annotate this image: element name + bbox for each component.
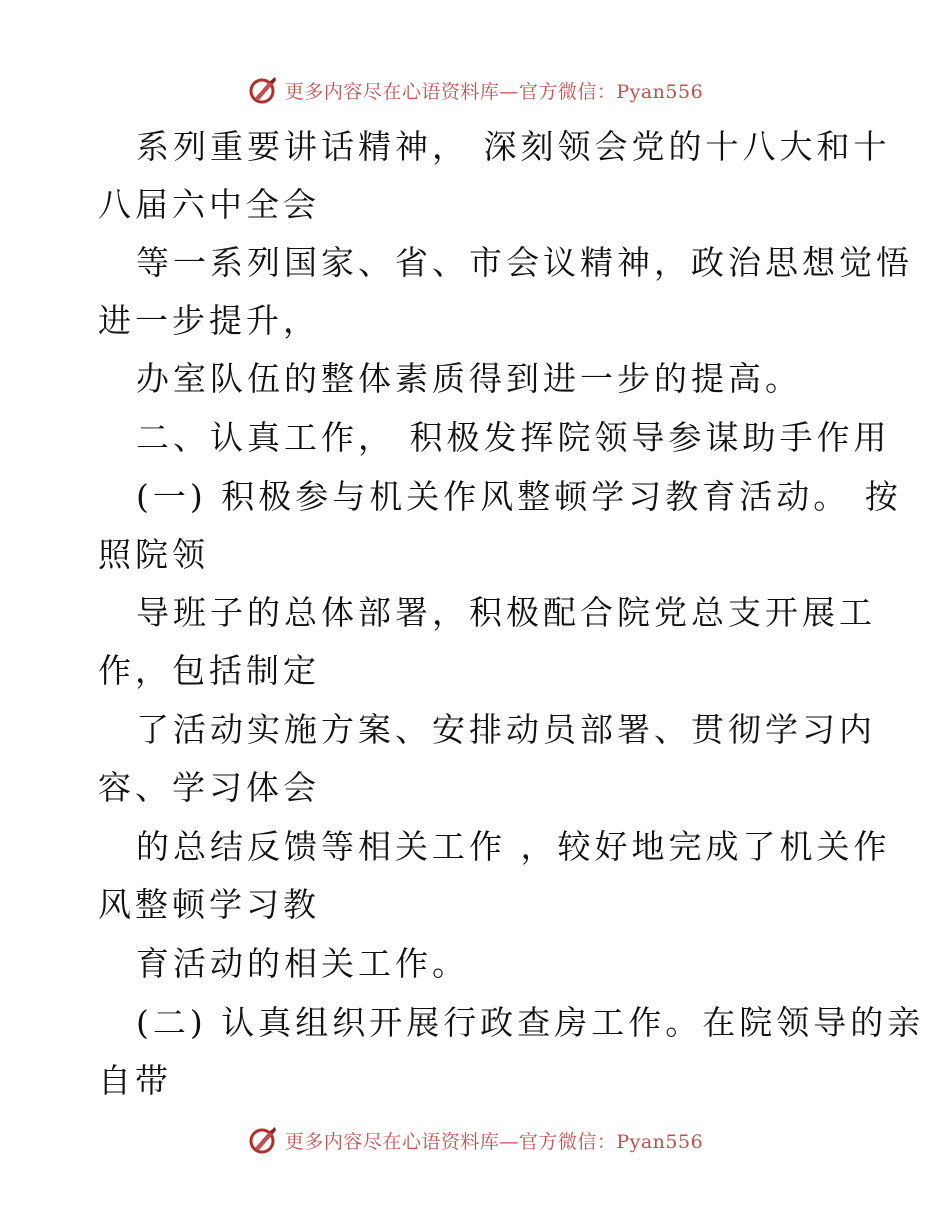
body-line: 的总结反馈等相关工作 ，较好地完成了机关作	[136, 827, 891, 866]
body-line: 了活动实施方案、安排动员部署、贯彻学习内	[136, 710, 876, 749]
body-line: (一) 积极参与机关作风整顿学习教育活动。 按	[136, 477, 902, 516]
body-line: 系列重要讲话精神， 深刻领会党的十八大和十	[136, 127, 891, 166]
body-line: 办室队伍的整体素质得到进一步的提高。	[136, 359, 802, 398]
body-line: 进一步提升，	[98, 301, 320, 340]
footer-banner	[0, 1120, 950, 1160]
body-line: 自带	[98, 1061, 172, 1100]
body-line: 风整顿学习教	[98, 885, 320, 924]
body-line: 照院领	[98, 535, 209, 574]
body-line: 容、学习体会	[98, 768, 320, 807]
body-line: 导班子的总体部署，积极配合院党总支开展工	[136, 593, 876, 632]
body-line: (二) 认真组织开展行政查房工作。在院领导的亲	[136, 1003, 925, 1042]
body-line: 等一系列国家、省、市会议精神，政治思想觉悟	[136, 243, 913, 282]
brush-pen-logo-icon	[247, 1124, 279, 1156]
footer-banner-text: 更多内容尽在心语资料库—官方微信：Pyan556	[284, 1130, 704, 1153]
body-line: 育活动的相关工作。	[136, 944, 469, 983]
body-line: 八届六中全会	[98, 185, 320, 224]
header-banner-text: 更多内容尽在心语资料库—官方微信：Pyan556	[284, 80, 704, 103]
body-line: 二、认真工作， 积极发挥院领导参谋助手作用	[136, 418, 891, 457]
body-line: 作，包括制定	[98, 651, 320, 690]
